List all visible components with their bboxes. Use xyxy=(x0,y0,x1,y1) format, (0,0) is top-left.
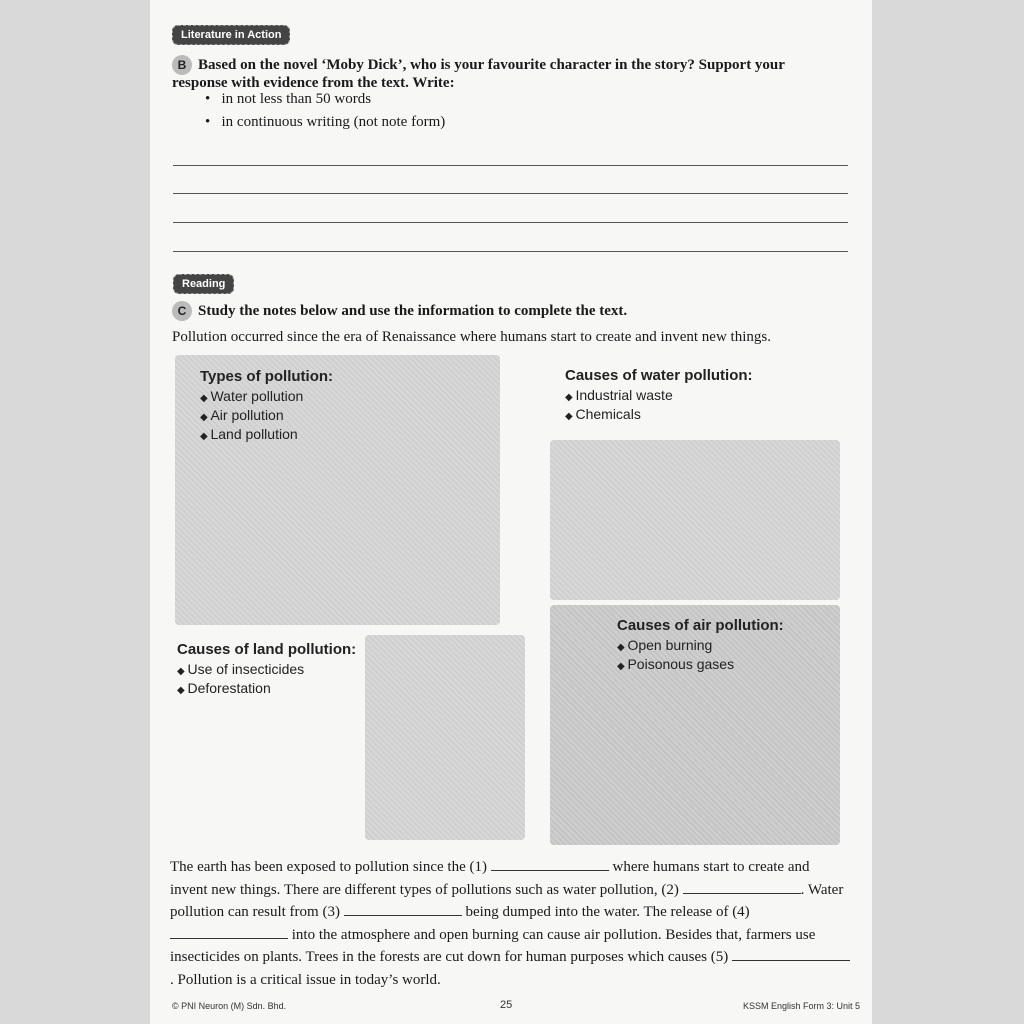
passage-text: into the atmosphere and open burning can cause air pollution. Besides that, farmers use insecticides on plants. Trees in the forests are cut down for human purposes which causes (5) xyxy=(170,926,816,966)
passage-text: . Pollution is a critical issue in today’s world. xyxy=(170,971,441,988)
types-title: Types of pollution: xyxy=(200,368,334,385)
bullet-text: in continuous writing (not note form) xyxy=(221,114,446,130)
air-title: Causes of air pollution: xyxy=(617,617,784,634)
answer-line[interactable] xyxy=(173,251,848,252)
question-b xyxy=(172,55,822,92)
passage-text: being dumped into the water. The release of (4) xyxy=(465,904,750,921)
answer-line[interactable] xyxy=(173,193,848,194)
reading-badge: Reading xyxy=(173,274,234,294)
water-title: Causes of water pollution: xyxy=(565,367,753,384)
blank-3[interactable] xyxy=(344,903,462,916)
page-number: 25 xyxy=(500,999,513,1011)
cloze-passage xyxy=(170,856,850,992)
bullet-text: in not less than 50 words xyxy=(221,91,372,107)
blank-1[interactable] xyxy=(491,858,609,871)
instruction-c xyxy=(172,301,627,321)
note-item: ◆ Chemicals xyxy=(565,406,753,422)
passage-text: where humans start to create and invent new things. There are different types of pollutions such as water pollution, xyxy=(170,859,810,898)
note-item: ◆ Poisonous gases xyxy=(617,656,784,672)
passage-text: The earth has been exposed to pollution since the (1) xyxy=(170,859,487,875)
note-item: ◆ Air pollution xyxy=(200,407,333,423)
answer-line[interactable] xyxy=(173,165,848,166)
note-item: ◆ Industrial waste xyxy=(565,387,753,403)
answer-line[interactable] xyxy=(173,222,848,223)
water-waste-illustration xyxy=(550,440,840,600)
intro-text: Pollution occurred since the era of Renaissance where humans start to create and invent new things. xyxy=(172,329,771,345)
land-title: Causes of land pollution: xyxy=(177,641,357,658)
literature-badge: Literature in Action xyxy=(172,25,290,45)
bullet-1: • in not less than 50 words xyxy=(205,91,372,107)
note-item: ◆ Deforestation xyxy=(177,680,356,696)
footer-copyright: © PNI Neuron (M) Sdn. Bhd. xyxy=(172,1001,287,1011)
worksheet-page xyxy=(150,0,872,1024)
note-item: ◆ Land pollution xyxy=(200,426,333,442)
insecticide-illustration xyxy=(365,635,525,840)
question-number-c: C xyxy=(172,301,192,321)
land-notes xyxy=(177,641,362,696)
air-notes xyxy=(617,617,784,672)
footer-book-title: KSSM English Form 3: Unit 5 xyxy=(742,1001,860,1011)
blank-5[interactable] xyxy=(732,948,850,961)
note-item: ◆ Water pollution xyxy=(200,388,333,404)
water-notes xyxy=(565,367,753,422)
note-item: ◆ Use of insecticides xyxy=(177,661,356,677)
types-notes xyxy=(200,368,333,442)
question-number-b: B xyxy=(172,55,192,75)
blank-2[interactable] xyxy=(683,881,801,894)
note-item: ◆ Open burning xyxy=(617,637,784,653)
question-b-text: Based on the novel ‘Moby Dick’, who is your favourite character in the story? Support your response with evidence from the text. Write: xyxy=(172,57,785,91)
blank-4[interactable] xyxy=(170,926,288,939)
passage-text: . Water pollution can result from (3) xyxy=(170,881,844,921)
instruction-c-text: Study the notes below and use the information to complete the text. xyxy=(198,303,628,319)
passage-text: (2) xyxy=(661,881,679,898)
bullet-2: • in continuous writing (not note form) xyxy=(205,114,446,130)
